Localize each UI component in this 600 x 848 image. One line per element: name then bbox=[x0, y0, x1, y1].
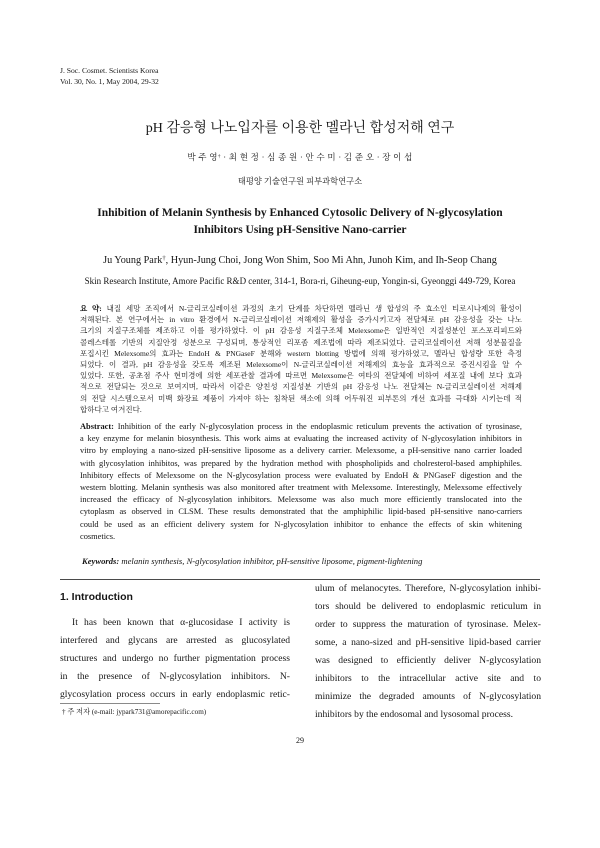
affiliation-korean: 태평양 기술연구원 피부과학연구소 bbox=[237, 177, 363, 186]
body-line: structures and undergo no further pigmentation process bbox=[60, 653, 290, 664]
body-line: tors should be delivered to endoplasmic reticulum in bbox=[315, 601, 541, 612]
abstract-korean bbox=[80, 303, 522, 415]
authors-english bbox=[0, 254, 600, 268]
page-number: 29 bbox=[296, 736, 304, 745]
section-heading: 1. Introduction bbox=[60, 591, 133, 603]
authors-korean bbox=[0, 151, 600, 163]
title-korean: pH 감응형 나노입자를 이용한 멜라닌 합성저해 연구 bbox=[145, 121, 455, 136]
abstract-en-line: vitro by employing a nano-sized pH-sensitive liposome as a delivery carrier. Melexsome, a pH-sensitive nano carrier loaded bbox=[80, 446, 522, 456]
abstract-en-line: western blotting. Melanin synthesis was also monitored after treatment with Melexsome. Interestingly, Melexsome effectively bbox=[80, 482, 522, 492]
corresponding-mark: † bbox=[217, 153, 221, 160]
body-line: was designed to efficiently deliver N-glycosylation bbox=[315, 655, 541, 666]
abstract-en-line: with glycosylation inhibitos, was prepared by the hydration method with phospholipids and cholresterol-based amphiphiles. bbox=[80, 458, 522, 468]
keywords bbox=[82, 555, 422, 567]
abstract-en-line: a key enzyme for melanin biosynthesis. This work aims at evaluating the increased activity of N-glycosylation inhibitors in bbox=[80, 434, 522, 444]
footnote-divider bbox=[60, 703, 160, 704]
abstract-ko-line: 되었다. 이 결과, pH 감응성을 갖도록 제조된 Melexsome이 N-글리코실레이션 저해제의 효능을 효과적으로 증진시킴을 알 수 bbox=[80, 359, 522, 369]
abstract-ko-line: 포집시킨 Melexsome의 효과는 EndoH & PNGaseF 분해와 western blotting 방법에 의해 평가하였고, 멜라닌 합성량 또한 측정 bbox=[80, 348, 522, 358]
abstract-ko-line: 의 전달 시스템으로서 미백 화장료 제품이 가져야 하는 침착된 색소에 의해 어두워진 피부톤의 개선 효과를 극대화 시키는데 적 bbox=[80, 393, 522, 403]
body-line: order to suppress the maturation of tyrosinase. Melex- bbox=[315, 619, 541, 630]
keywords-text: melanin synthesis, N-glycosylation inhibitor, pH-sensitive liposome, pigment-lightening bbox=[121, 556, 423, 566]
abstract-ko-line: 있었다. 또한, 공초점 주사 현미경에 의한 세포관찰 결과에 따르면 Melexsome은 여타의 전달체에 비하여 세포질 내에 보다 효과 bbox=[80, 371, 522, 381]
journal-header bbox=[60, 65, 159, 87]
body-line: ulum of melanocytes. Therefore, N-glycosylation inhibi- bbox=[315, 583, 541, 594]
abstract-ko-line: 콜레스테롤 기반의 지질안정 성분으로 구성되며, 통상적인 리포좀 제조법에 따라 제조되었다. 글리코실레이션 저해 성분물질을 bbox=[80, 337, 522, 347]
body-column-left bbox=[60, 614, 290, 704]
body-line: some, a nano-sized and pH-sensitive lipid-based carrier bbox=[315, 637, 541, 648]
abstract-ko-label: 요 약: bbox=[80, 304, 102, 313]
footnote: † 주 저자 (e-mail: jypark731@amorepacific.com) bbox=[62, 708, 207, 716]
corresponding-mark: † bbox=[162, 255, 166, 263]
journal-name: J. Soc. Cosmet. Scientists Korea bbox=[60, 66, 159, 75]
body-column-right bbox=[315, 580, 541, 724]
body-line: It has been known that α-glucosidase I activity is bbox=[72, 617, 290, 628]
title-english-line: Inhibitors Using pH-Sensitive Nano-carrier bbox=[193, 224, 407, 236]
body-line: inhibitors to the intracellular active site and to bbox=[315, 673, 541, 684]
body-line: in the presence of N-glycosylation inhibitors. N- bbox=[60, 671, 290, 682]
abstract-ko-line bbox=[80, 303, 522, 314]
abstract-ko-line: 저해된다. 본 연구에서는 in vitro 환경에서 N-글리코실레이션 저해제의 활성을 증가시키고자 전달체로 pH 감응성을 갖는 나노 bbox=[80, 315, 522, 325]
abstract-ko-line: 적으로 전달되는 것으로 보여지며, 따라서 이같은 양친성 지질성분 기반의 pH 감응성 나노 전달체는 N-글리코실레이션 저해제 bbox=[80, 382, 522, 392]
body-line: minimize the degraded amounts of N-glycosylation bbox=[315, 691, 541, 702]
abstract-en-line: cosmetics. bbox=[80, 531, 116, 541]
author-ko-first: 박 주 영 bbox=[187, 152, 218, 162]
abstract-ko-text: 내질 세망 조직에서 N-글리코실레이션 과정의 초기 단계를 차단하면 멜라닌 생 합성의 주 효소인 티로시나제의 활성이 bbox=[106, 304, 522, 313]
abstract-en-text: Inhibition of the early N-glycosylation process in the endoplasmic reticulum prevents the activation of tyrosinase, bbox=[117, 422, 522, 431]
body-line: inhibitors by the endosomal and lysosomal process. bbox=[315, 709, 513, 720]
body-line: glycosylation process occurs in early endoplasmic retic- bbox=[60, 689, 290, 700]
author-en-rest: , Hyun-Jung Choi, Jong Won Shim, Soo Mi Ahn, Junoh Kim, and Ih-Seop Chang bbox=[165, 255, 497, 266]
abstract-en-label: Abstract: bbox=[80, 422, 114, 431]
abstract-en-line: increased the efficacy of N-glycosylation inhibitors. Melexsome was also much more efficiently translocated into the bbox=[80, 495, 522, 505]
abstract-en-line bbox=[80, 421, 522, 433]
title-english-line: Inhibition of Melanin Synthesis by Enhanced Cytosolic Delivery of N-glycosylation bbox=[97, 207, 503, 219]
title-english bbox=[0, 205, 600, 239]
abstract-en-line: could be used as an efficient delivery system for N-glycosylation inhibitor to enhance the effects of skin whitening bbox=[80, 519, 522, 529]
abstract-ko-line: 크기의 지질구조체를 제조하고 이를 평가하였다. 이 pH 감응성 지질구조체 Melexsome은 일반적인 지질성분인 포스포리피드와 bbox=[80, 326, 522, 336]
author-ko-rest: · 최 현 정 · 심 종 원 · 안 수 미 · 김 준 오 · 장 이 섭 bbox=[220, 152, 413, 162]
journal-issue: Vol. 30, No. 1, May 2004, 29-32 bbox=[60, 77, 159, 86]
abstract-en-line: Inhibitory effects of Melexsome on the N-glycosylation process were evaluated by EndoH & PNGaseF digestion and the bbox=[80, 470, 522, 480]
abstract-english bbox=[80, 421, 522, 543]
keywords-label: Keywords: bbox=[82, 556, 120, 566]
affiliation-english: Skin Research Institute, Amore Pacific R&D center, 314-1, Bora-ri, Giheung-eup, Yongin-si, Gyeonggi 449-729, Korea bbox=[84, 276, 516, 286]
abstract-en-line: cytoplasm as observed in CLSM. These results demonstrated that the amphiphilic lipid-based pH-sensitive nano-carriers bbox=[80, 507, 522, 517]
body-line: interfered and glycans are arrested as glucosylated bbox=[60, 635, 290, 646]
author-en-first: Ju Young Park bbox=[103, 255, 163, 266]
abstract-ko-line: 합하다고 여겨진다. bbox=[80, 404, 142, 414]
